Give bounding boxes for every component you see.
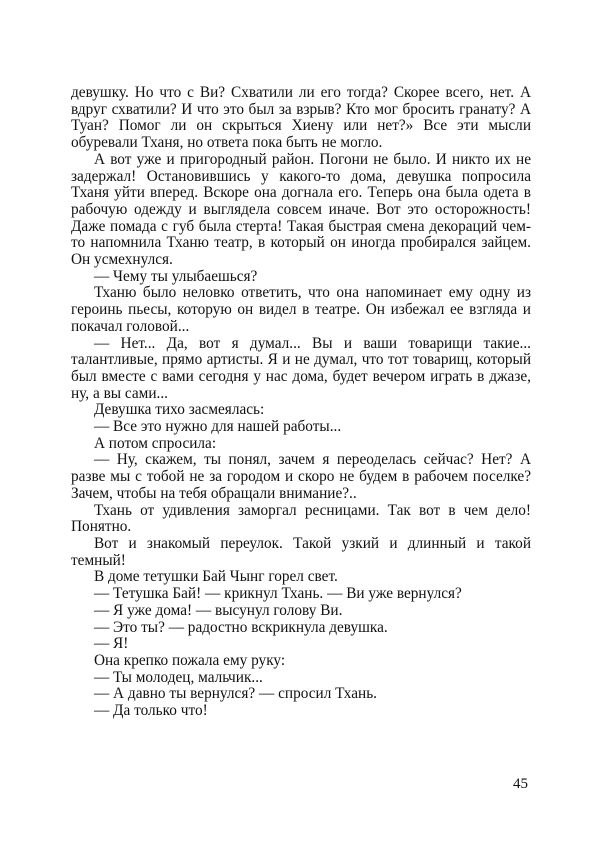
paragraph: — Я! xyxy=(93,635,129,653)
page-number: 45 xyxy=(513,776,528,792)
paragraph: — Все это нужно для нашей работы... xyxy=(93,418,342,436)
paragraph: — Да только что! xyxy=(93,702,208,720)
paragraph: — Я уже дома! — высунул голову Ви. xyxy=(93,601,343,619)
paragraph: — Чему ты улыбаешься? xyxy=(93,267,258,285)
paragraph: А потом спросила: xyxy=(93,434,217,452)
paragraph: Вот и знакомый переулок. Такой узкий и длинный и такой темный! xyxy=(71,534,531,569)
paragraph: — Нет... Да, вот я думал... Вы и ваши товарищи такие... талантливые, прямо артисты. Я и не думал, что тот товарищ, который был вместе с вами сегодня у нас дома, будет вечером играть в джазе, ну, а вы сами... xyxy=(71,334,531,402)
paragraph: — Ну, скажем, ты понял, зачем я переоделась сейчас? Нет? А разве мы с тобой не за городом и скоро не будем в рабочем поселке? Зачем, чтобы на тебя обращали внимание?.. xyxy=(71,451,531,502)
paragraph: — Ты молодец, мальчик... xyxy=(93,668,263,686)
paragraph: Девушка тихо засмеялась: xyxy=(93,401,265,419)
paragraph: Она крепко пожала ему руку: xyxy=(93,651,286,669)
paragraph: — А давно ты вернулся? — спросил Тхань. xyxy=(93,685,377,703)
paragraph: — Тетушка Бай! — крикнул Тхань. — Ви уже вернулся? xyxy=(93,585,462,603)
paragraph: Тхань от удивления заморгал ресницами. Так вот в чем дело! Понятно. xyxy=(71,501,531,536)
paragraph: В доме тетушки Бай Чынг горел свет. xyxy=(93,568,338,586)
paragraph: А вот уже и пригородный район. Погони не было. И никто их не задержал! Остановившись у какого-то дома, девушка попросила Тханя уйти вперед. Вскоре она догнала его. Теперь она была одета в рабочую одежду и выглядела совсем иначе. Вот это осторожность! Даже помада с губ была стерта! Такая быстрая смена декораций чем-то напомнила Тханю театр, в который он иногда пробирался зайцем. Он усмехнулся. xyxy=(71,150,531,269)
paragraph: Тханю было неловко ответить, что она напоминает ему одну из героинь пьесы, которую он видел в театре. Он избежал ее взгляда и покачал головой... xyxy=(71,284,531,335)
paragraph: девушку. Но что с Ви? Схватили ли его тогда? Скорее всего, нет. А вдруг схватили? И что это был за взрыв? Кто мог бросить гранату? А Туан? Помог ли он скрыться Хиену или нет?» Все эти мысли обуревали Тханя, но ответа пока быть не могло. xyxy=(71,84,531,152)
paragraph: — Это ты? — радостно вскрикнула девушка. xyxy=(93,618,388,636)
body-text xyxy=(71,85,531,720)
